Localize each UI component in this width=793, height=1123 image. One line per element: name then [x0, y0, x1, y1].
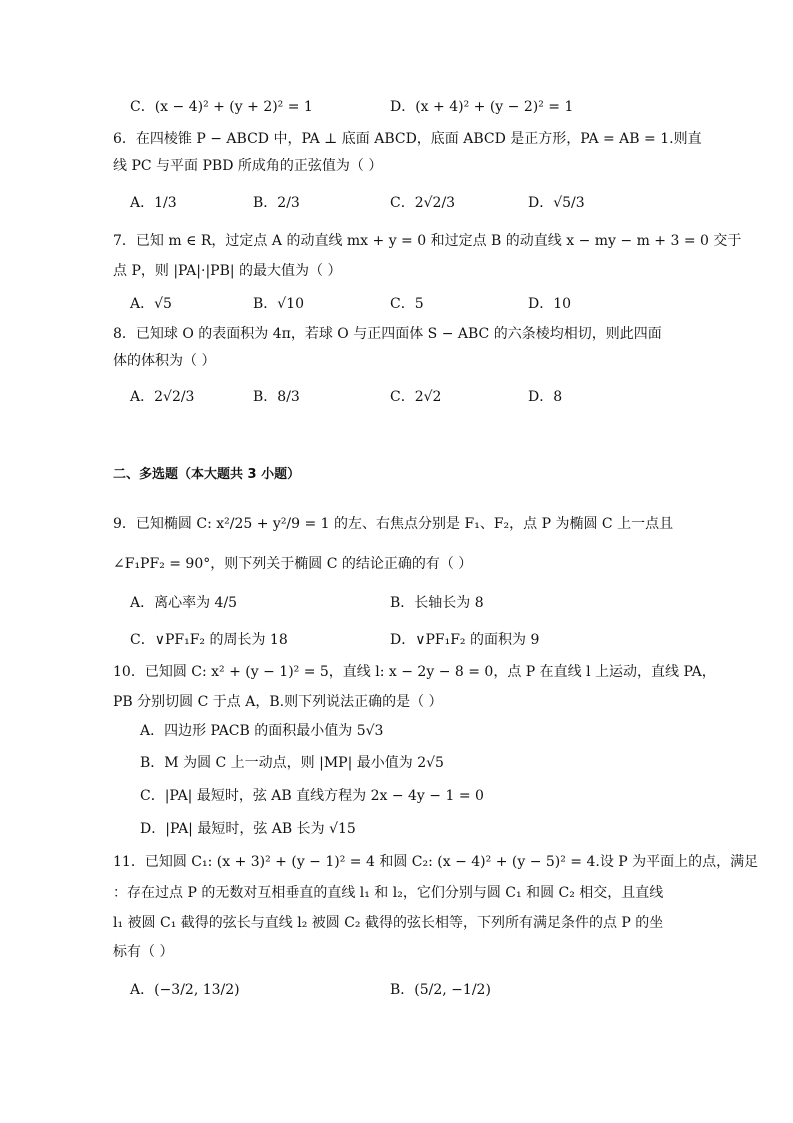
- q9-option-d: D．∨PF₁F₂ 的面积为 9: [390, 632, 540, 648]
- q11-stem-line2: ：存在过点 P 的无数对互相垂直的直线 l₁ 和 l₂，它们分别与圆 C₁ 和圆 C₂ 相交，且直线: [113, 885, 664, 901]
- q6-option-d: D．√5/3: [528, 195, 585, 211]
- q10-option-a: A．四边形 PACB 的面积最小值为 5√3: [140, 723, 384, 739]
- q11-stem-line4: 标有（ ）: [113, 944, 174, 960]
- q10-stem-line2: PB 分别切圆 C 于点 A，B.则下列说法正确的是（ ）: [113, 694, 443, 710]
- q6-stem-line2: 线 PC 与平面 PBD 所成角的正弦值为（ ）: [113, 158, 383, 174]
- q11-stem-line1: 11．已知圆 C₁: (x + 3)² + (y − 1)² = 4 和圆 C₂: (x − 4)² + (y − 5)² = 4.设 P 为平面上的点，满足: [113, 854, 759, 870]
- q6-stem-line1: 6．在四棱锥 P − ABCD 中，PA ⊥ 底面 ABCD，底面 ABCD 是正方形，PA = AB = 1.则直: [113, 131, 702, 147]
- q8-option-c: C．2√2: [390, 389, 442, 405]
- q10-option-c: C．|PA| 最短时，弦 AB 直线方程为 2x − 4y − 1 = 0: [140, 788, 484, 804]
- q9-option-c: C．∨PF₁F₂ 的周长为 18: [130, 632, 288, 648]
- q10-option-b: B．M 为圆 C 上一动点，则 |MP| 最小值为 2√5: [140, 755, 444, 771]
- q7-option-c: C．5: [390, 296, 424, 312]
- q8-option-a: A．2√2/3: [130, 389, 195, 405]
- q10-option-d: D．|PA| 最短时，弦 AB 长为 √15: [140, 821, 356, 837]
- q7-stem-line2: 点 P，则 |PA|·|PB| 的最大值为（ ）: [113, 263, 342, 279]
- q7-option-a: A．√5: [130, 296, 172, 312]
- q7-stem-line1: 7．已知 m ∈ R，过定点 A 的动直线 mx + y = 0 和过定点 B 的动直线 x − my − m + 3 = 0 交于: [113, 233, 742, 249]
- q6-option-c: C．2√2/3: [390, 195, 456, 211]
- q8-stem-line2: 体的体积为（ ）: [113, 353, 216, 369]
- q5-option-d: D．(x + 4)² + (y − 2)² = 1: [390, 99, 574, 115]
- q6-option-a: A．1/3: [130, 195, 177, 211]
- q10-stem-line1: 10．已知圆 C: x² + (y − 1)² = 5，直线 l: x − 2y − 8 = 0，点 P 在直线 l 上运动，直线 PA，: [113, 664, 716, 680]
- q11-stem-line3: l₁ 被圆 C₁ 截得的弦长与直线 l₂ 被圆 C₂ 截得的弦长相等，下列所有满足条件的点 P 的坐: [113, 915, 664, 931]
- section-heading-multiple-choice: 二、多选题（本大题共 3 小题）: [113, 467, 301, 482]
- q11-option-b: B．(5/2, −1/2): [390, 982, 491, 998]
- q8-option-d: D．8: [528, 389, 563, 405]
- q5-option-c: C．(x − 4)² + (y + 2)² = 1: [130, 99, 313, 115]
- q6-option-b: B．2/3: [253, 195, 300, 211]
- q11-option-a: A．(−3/2, 13/2): [130, 982, 240, 998]
- q7-option-b: B．√10: [253, 296, 305, 312]
- q8-stem-line1: 8．已知球 O 的表面积为 4π，若球 O 与正四面体 S − ABC 的六条棱均相切，则此四面: [113, 326, 662, 342]
- q9-stem-line2: ∠F₁PF₂ = 90°，则下列关于椭圆 C 的结论正确的有（ ）: [113, 556, 473, 572]
- q9-option-a: A．离心率为 4/5: [130, 595, 238, 611]
- q9-option-b: B．长轴长为 8: [390, 595, 484, 611]
- q9-stem-line1: 9．已知椭圆 C: x²/25 + y²/9 = 1 的左、右焦点分别是 F₁、F₂，点 P 为椭圆 C 上一点且: [113, 516, 674, 532]
- q7-option-d: D．10: [528, 296, 572, 312]
- q8-option-b: B．8/3: [253, 389, 300, 405]
